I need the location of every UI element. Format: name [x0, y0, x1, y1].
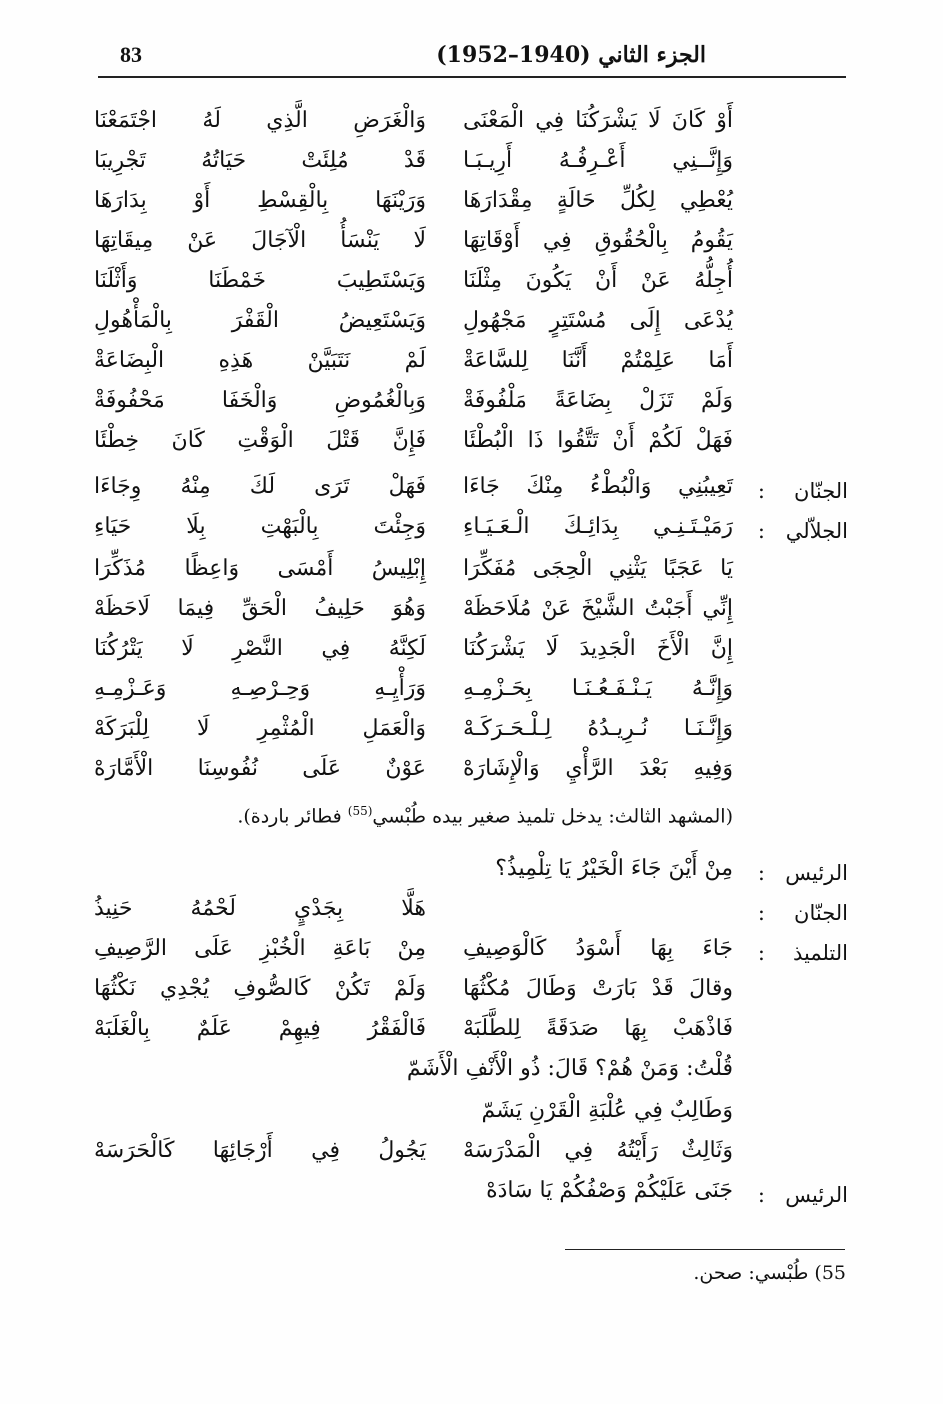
- hemistich-first: إِنَّ الْأَخَ الْجَدِيدَ لَا يَشْرَكُنَا: [463, 636, 733, 661]
- hemistich-first: وقالَ قَدْ بَارَتْ وَطَالَ مُكْثُهَا: [463, 976, 733, 1001]
- speaker-colon: :: [757, 861, 765, 885]
- stage-text-after: فطائر باردة).: [237, 805, 348, 828]
- dialogue-line: [0, 514, 943, 554]
- hemistich-first: أَوْ كَانَ لَا يَشْرَكُنَا فِي الْمَعْنَى: [463, 108, 733, 133]
- verse-line: [0, 636, 943, 676]
- dialogue-text: جَنَى عَلَيْكُمْ وَصْفُكُمْ يَا سَادَهْ: [486, 1178, 733, 1203]
- stage-text-before: (المشهد الثالث: يدخل تلميذ صغير بيده طُبْسي: [372, 805, 733, 828]
- hemistich-first: وَإِنَّــنِي أَعْـرِفُـهُ أَرِيـبَـا: [463, 148, 733, 173]
- verse-line: [0, 716, 943, 756]
- hemistich-second: مِنْ بَاعَةِ الْخُبْزِ عَلَى الرَّصِيفِ: [94, 936, 426, 961]
- footnote-rule: [565, 1249, 845, 1250]
- verse-line: [0, 556, 943, 596]
- hemistich-second: قَدْ مُلِئَتْ حَيَاتُهُ تَجْرِيبَا: [94, 148, 426, 173]
- hemistich-first: يُدْعَى إِلَى مُسْتَتِرٍ مَجْهُولِ: [463, 308, 733, 333]
- verse-line: [0, 308, 943, 348]
- hemistich-second: وَرَيْنَهَا بِالْقِسْطِ أَوْ بِدَارَهَا: [94, 188, 426, 213]
- hemistich-first: رَمَيْـتَـنِـي بِدَائِـكَ الْـعَـيَـاءِ: [463, 514, 733, 539]
- page-header: [98, 30, 846, 78]
- verse-line: [0, 348, 943, 388]
- hemistich-first: وَإِنَّـهُ يَـنْـفَـعُـنَـا بِحَـزْمِـهِ: [463, 676, 733, 701]
- page-body: [0, 108, 943, 1404]
- hemistich-second: يَجُولُ فِي أَرْجَائِهَا كَالْحَرَسَهْ: [94, 1138, 426, 1163]
- verse-line: [0, 268, 943, 308]
- dialogue-text: مِنْ أَيْنَ جَاءَ الْخَيْرُ يَا تِلْمِيذُ؟: [495, 856, 733, 881]
- hemistich-second: فَالْفَقْرُ فِيهِمْ عَلَمٌ بِالْغَلَبَهْ: [94, 1016, 426, 1041]
- hemistich-second: لَمْ نَتَبَيَّنْ هَذِهِ الْبِضَاعَةْ: [94, 348, 426, 373]
- dialogue-line: [0, 936, 943, 976]
- hemistich-second: فَإِنَّ قَتْلَ الْوَقْتِ كَانَ خِطْئَا: [94, 428, 426, 453]
- page-number: 83: [120, 42, 142, 67]
- hemistich-first: فَاذْهَبْ بِهَا صَدَقَةً لِلطَّلَبَهْ: [463, 1016, 733, 1041]
- verse-line: [0, 676, 943, 716]
- hemistich-first: أَمَا عَلِمْتُمْ أَنَّنَا لِلسَّاعَةْ: [463, 348, 733, 373]
- hemistich-second: وَرَأْيِـهِ وَحِـرْصِـهِ وَعَـزْمِـهِ: [94, 676, 426, 701]
- verse-line: [0, 228, 943, 268]
- hemistich-second: هَلَّا بِجَدْيٍ لَحْمُهُ حَنِيذُ: [94, 896, 426, 921]
- footnote-ref: (55): [347, 804, 373, 818]
- speaker-name: الجنّان: [794, 901, 848, 925]
- hemistich-second: لَكِنَّهُ فِي النَّصْرِ لَا يَتْرُكُنَا: [94, 636, 426, 661]
- header-rule: [98, 76, 846, 78]
- speaker-colon: :: [757, 941, 765, 965]
- hemistich-first: وَإِنَّـنَـا نُـرِيـدُهُ لِـلْـحَـرَكَـهْ: [463, 716, 733, 741]
- verse-line: [0, 148, 943, 188]
- verse-text: قُلْتُ: وَمَنْ هُمْ؟ قَالَ: ذُو الْأَنْفِ الْأَشَمّ: [406, 1056, 733, 1081]
- speaker-colon: :: [757, 479, 765, 503]
- speaker-colon: :: [757, 1183, 765, 1207]
- running-title: الجزء الثاني (1940–1952): [436, 42, 706, 68]
- verse-line: [0, 388, 943, 428]
- hemistich-second: وَالْعَمَلِ الْمُثْمِرِ لَا لِلْبَرَكَهْ: [94, 716, 426, 741]
- verse-line: [0, 108, 943, 148]
- dialogue-line: [0, 1178, 943, 1218]
- stage-direction: [0, 798, 943, 838]
- hemistich-first: تَعِيبُنِي وَالْبُطْءُ مِنْكَ جَاءَا: [463, 474, 733, 499]
- hemistich-first: يَقُومُ بِالْحُقُوقِ فِي أَوْقَاتِهَا: [463, 228, 733, 253]
- hemistich-second: إِبْلِيسُ أَمْسَى وَاعِظًا مُذَكِّرَا: [94, 556, 426, 581]
- hemistich-second: لَا يَنْسَأُ الْآجَالَ عَنْ مِيقَاتِهَا: [94, 228, 426, 253]
- verse-line: [0, 188, 943, 228]
- verse-line: [0, 1016, 943, 1056]
- footnote: 55) طُبْسي: صحن.: [693, 1262, 846, 1284]
- hemistich-second: عَوْنٌ عَلَى نُفُوسِنَا الْأَمَّارَهْ: [94, 756, 426, 781]
- verse-line: [0, 596, 943, 636]
- hemistich-first: وَلَمْ تَزَلْ بِضَاعَةً مَلْفُوفَةْ: [463, 388, 733, 413]
- speaker-colon: :: [757, 519, 765, 543]
- hemistich-second: وَبِالْغُمُوضِ وَالْخَفَا مَحْفُوفَةْ: [94, 388, 426, 413]
- hemistich-second: وَالْغَرَضِ الَّذِي لَهُ اجْتَمَعْنَا: [94, 108, 426, 133]
- verse-line: [0, 1138, 943, 1178]
- hemistich-first: أُجِلُّهُ عَنْ أَنْ يَكُونَ مِثْلَنَا: [463, 268, 733, 293]
- hemistich-first: إِنِّي أَجَبْتُ الشَّيْخَ عَنْ مُلَاحَظَهْ: [463, 596, 733, 621]
- hemistich-second: وَجِئْتَ بِالْبَهْتِ بِلَا حَيَاءِ: [94, 514, 426, 539]
- hemistich-first: جَاءَ بِهَا أَسْوَدُ كَالْوَصِيفِ: [463, 936, 733, 961]
- verse-line: [0, 428, 943, 468]
- speaker-name: الرئيس: [785, 1183, 848, 1207]
- dialogue-line: [0, 474, 943, 514]
- dialogue-line: [0, 856, 943, 896]
- hemistich-first: وَثَالِثٌ رَأَيْتُهُ فِي الْمَدْرَسَهْ: [463, 1138, 733, 1163]
- verse-line: [0, 1098, 943, 1138]
- hemistich-first: وَفِيهِ بَعْدَ الرَّأْيِ وَالْإِشَارَهْ: [463, 756, 733, 781]
- verse-line: [0, 976, 943, 1016]
- verse-line: [0, 756, 943, 796]
- hemistich-first: يُعْطِي لِكُلِّ حَالَةٍ مِقْدَارَهَا: [463, 188, 733, 213]
- verse-line: [0, 1056, 943, 1096]
- hemistich-second: وَيَسْتَعِيضُ الْقَفْرَ بِالْمَأْهُولِ: [94, 308, 426, 333]
- hemistich-second: وَهُوَ حَلِيفُ الْحَقِّ فِيمَا لَاحَظَهْ: [94, 596, 426, 621]
- hemistich-second: وَلَمْ تَكُنْ كَالصُّوفِ يُجْدِي نَكْثُهَا: [94, 976, 426, 1001]
- speaker-name: التلميذ: [792, 941, 848, 965]
- speaker-name: الرئيس: [785, 861, 848, 885]
- verse-text: وَطَالِبٌ فِي عُلْبَةِ الْقَرْنِ يَشَمّ: [481, 1098, 733, 1123]
- speaker-colon: :: [757, 901, 765, 925]
- hemistich-second: وَيَسْتَطِيبَ خَمْطَنَا وَأَثْلَنَا: [94, 268, 426, 293]
- hemistich-first: يَا عَجَبًا يَثْنِي الْحِجَى مُفَكِّرَا: [463, 556, 733, 581]
- hemistich-first: فَهَلْ لَكُمْ أَنْ تَتَّقُوا ذَا الْبُطْئَا: [463, 428, 733, 453]
- hemistich-second: فَهَلْ تَرَى لَكَ مِنْهُ وِجَاءَا: [94, 474, 426, 499]
- speaker-name: الجنّان: [794, 479, 848, 503]
- dialogue-line: [0, 896, 943, 936]
- speaker-name: الجلاّلي: [785, 519, 848, 543]
